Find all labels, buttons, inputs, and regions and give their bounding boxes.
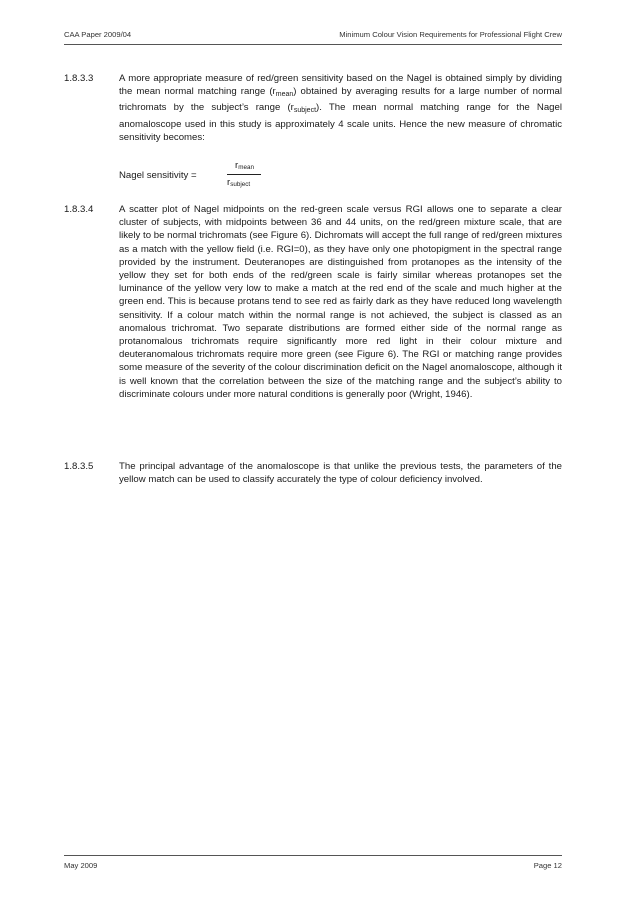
- fraction-bar: [227, 174, 261, 175]
- nagel-sensitivity-formula: [119, 160, 319, 196]
- formula-fraction: [227, 160, 261, 190]
- numerator-variable: r: [235, 160, 239, 171]
- header-document-title: Minimum Colour Vision Requirements for Professional Flight Crew: [339, 30, 562, 39]
- footer-page-number: Page 12: [533, 861, 562, 870]
- page-header: [64, 30, 562, 45]
- subscript-subject: subject: [293, 107, 317, 115]
- paragraph-1-8-3-5: [64, 460, 562, 486]
- denominator-subscript: subject: [230, 180, 251, 188]
- paragraph-body: A scatter plot of Nagel midpoints on the red-green scale versus RGI allows one to separate a clear cluster of subjects, with midpoints between 36 and 44 units, on the red/green mixture scale, that are likely to be normal trichromats (see Figure 6). Dichromats will accept the full range of red/green mixtures as a match with the yellow field (i.e. RGI=0), as they have only one photopigment in the spectral range provided by the instrument. Deuteranopes are distinguished from protanopes as the intensity of the yellow they set for both ends of the red/green scale is fairly similar whereas protanopes set the luminance of the yellow very low to make a match at the red end of the scale and much higher at the green end. This is because protans tend to see red as fairly dark as they have reduced long wavelength sensitivity. If a colour match within the normal range is not achieved, the subject is classed as an anomalous trichromat. Two separate distributions are formed either side of the normal range as protanomalous trichromats require significantly more red light in their colour mixture and deuteranomalous trichromats require more green (see Figure 6). The RGI or matching range provides some measure of the severity of the colour discrimination deficit on the Nagel anomaloscope, although it is well known that the correlation between the size of the matching range and the subject’s ability to discriminate colours under more natural conditions is generally poor (Wright, 1946).: [119, 204, 562, 400]
- denominator-variable: r: [227, 176, 231, 188]
- paragraph-body: The principal advantage of the anomaloscope is that unlike the previous tests, the parameters of the yellow match can be used to classify accurately the type of colour deficiency involved.: [119, 461, 562, 486]
- formula-lhs: Nagel sensitivity =: [119, 170, 197, 181]
- paragraph-text: ). The mean normal matching range for the Nagel anomaloscope used in this study is approximately 4 scale units. Hence the new measure of chromatic sensitivity becomes:: [119, 102, 562, 143]
- paragraph-1-8-3-3: [64, 72, 562, 144]
- page-footer: [64, 855, 562, 870]
- formula-denominator: [227, 177, 261, 190]
- paragraph-text: ) obtained by averaging results for a large number of normal trichromats by the subject’s range (r: [119, 86, 563, 114]
- formula-numerator: [227, 160, 261, 173]
- footer-date: May 2009: [64, 861, 98, 870]
- paragraph-1-8-3-4: [64, 203, 562, 401]
- header-document-id: CAA Paper 2009/04: [64, 30, 132, 39]
- paragraph-text: A more appropriate measure of red/green sensitivity based on the Nagel is obtained simply by dividing the mean normal matching range (r: [119, 73, 562, 98]
- numerator-subscript: mean: [238, 164, 254, 171]
- paragraph-number: 1.8.3.3: [64, 73, 94, 84]
- paragraph-number: 1.8.3.4: [64, 204, 94, 215]
- subscript-mean: mean: [275, 91, 294, 99]
- paragraph-body: [119, 72, 562, 144]
- paragraph-number: 1.8.3.5: [64, 461, 94, 472]
